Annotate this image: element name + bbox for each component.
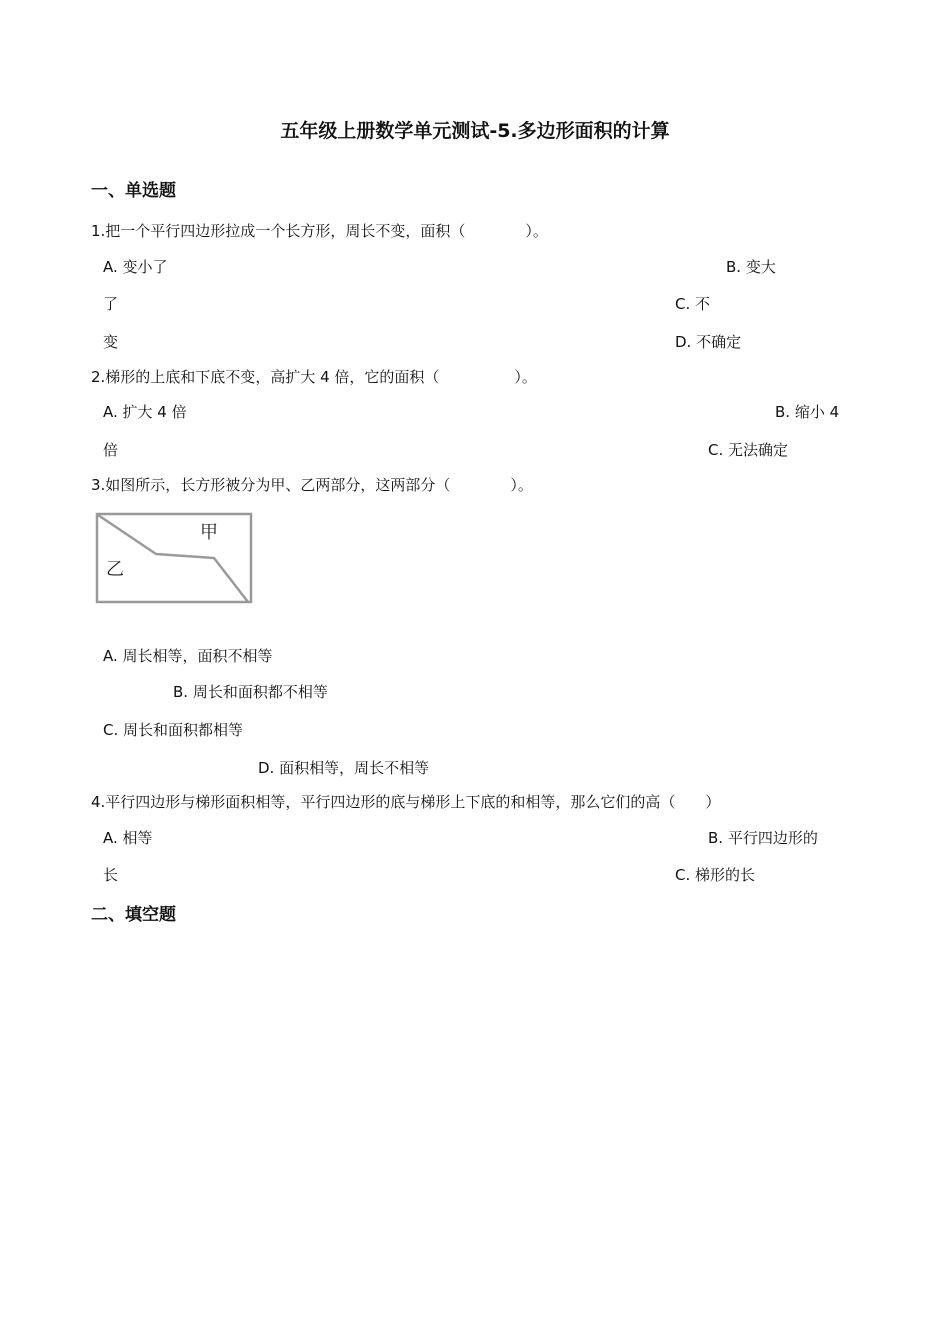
question-2-option-a: A. 扩大 4 倍 <box>103 403 187 421</box>
question-1-option-b-wrap: 了 <box>103 295 119 313</box>
question-1-stem: 1.把一个平行四边形拉成一个长方形，周长不变，面积（ ）。 <box>91 222 548 240</box>
document-title: 五年级上册数学单元测试-5.多边形面积的计算 <box>280 120 670 142</box>
question-1-option-c: C. 不 <box>675 295 711 313</box>
question-3-stem: 3.如图所示，长方形被分为甲、乙两部分，这两部分（ ）。 <box>91 476 533 494</box>
question-3-option-c: C. 周长和面积都相等 <box>103 721 244 739</box>
question-3-option-d: D. 面积相等，周长不相等 <box>258 759 430 777</box>
question-1-option-c-wrap: 变 <box>103 333 119 351</box>
question-4-option-b-wrap: 长 <box>103 866 119 884</box>
question-3-option-b: B. 周长和面积都不相等 <box>173 683 328 701</box>
rectangle-figure <box>94 510 254 606</box>
question-4-option-b: B. 平行四边形的 <box>708 829 818 847</box>
section-heading-single-choice: 一、单选题 <box>91 181 176 201</box>
question-2-option-b-wrap: 倍 <box>103 441 119 459</box>
question-2-option-c: C. 无法确定 <box>708 441 789 459</box>
question-4-option-a: A. 相等 <box>103 829 153 847</box>
question-2-option-b: B. 缩小 4 <box>775 403 840 421</box>
question-3-option-a: A. 周长相等，面积不相等 <box>103 647 273 665</box>
question-1-option-b: B. 变大 <box>726 258 776 276</box>
question-4-option-c: C. 梯形的长 <box>675 866 756 884</box>
question-2-stem: 2.梯形的上底和下底不变，高扩大 4 倍，它的面积（ ）。 <box>91 368 537 386</box>
question-4-stem: 4.平行四边形与梯形面积相等，平行四边形的底与梯形上下底的和相等，那么它们的高（ ） <box>91 793 721 811</box>
figure-label-yi: 乙 <box>106 559 124 580</box>
question-1-option-a: A. 变小了 <box>103 258 168 276</box>
figure-label-jia: 甲 <box>200 522 218 543</box>
section-heading-fill-blank: 二、填空题 <box>91 905 176 925</box>
question-1-option-d: D. 不确定 <box>675 333 742 351</box>
